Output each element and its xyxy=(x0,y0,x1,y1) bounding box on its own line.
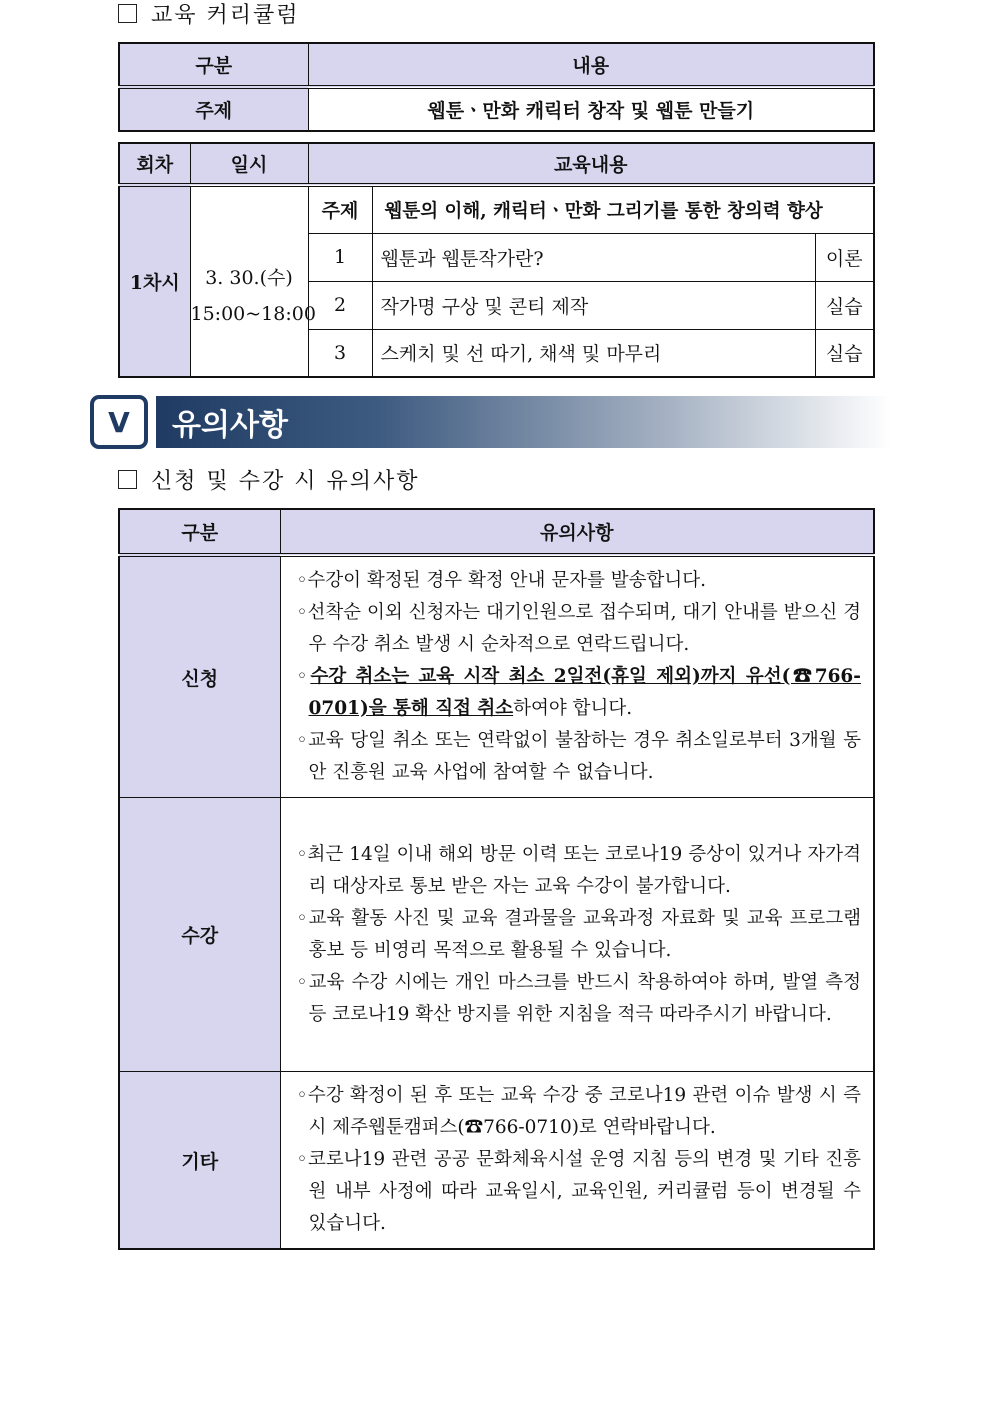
schedule-header-date: 일시 xyxy=(190,143,308,185)
schedule-header-session: 회차 xyxy=(119,143,190,185)
row-number: 3 xyxy=(308,329,372,377)
cancel-policy-emphasis: 수강 취소는 교육 시작 최소 2일전(휴일 제외)까지 유선(☎766-0701)을 통해 직접 취소 xyxy=(308,666,861,719)
list-item: ◦교육 수강 시에는 개인 마스크를 반드시 착용하여야 하며, 발열 측정 등 코로나19 확산 방지를 위한 지침을 적극 따라주시기 바랍니다. xyxy=(296,971,861,1025)
section-banner xyxy=(90,395,892,451)
bullet: ◦ xyxy=(296,666,311,687)
apply-label: 신청 xyxy=(119,555,280,798)
list-item: ◦수강 확정이 된 후 또는 교육 수강 중 코로나19 관련 이슈 발생 시 즉시 제주웹툰캠퍼스(☎766-0710)로 연락바랍니다. xyxy=(296,1085,861,1138)
schedule-header-content: 교육내용 xyxy=(308,143,874,185)
checkbox-square-icon xyxy=(118,470,137,489)
session-time: 15:00~18:00 xyxy=(190,302,316,325)
topic-label: 주제 xyxy=(119,87,308,131)
row-title: 웹툰과 웹툰작가란? xyxy=(372,233,815,281)
session-label: 1차시 xyxy=(119,185,190,377)
row-number: 1 xyxy=(308,233,372,281)
schedule-table xyxy=(118,142,875,378)
topic-table-header-category: 구분 xyxy=(119,43,308,87)
topic-table xyxy=(118,42,875,132)
etc-notes xyxy=(280,1072,874,1250)
list-item: ◦교육 당일 취소 또는 연락없이 불참하는 경우 취소일로부터 3개월 동안 진흥원 교육 사업에 참여할 수 없습니다. xyxy=(296,730,861,783)
section-number: V xyxy=(90,395,148,449)
schedule-topic-value: 웹툰의 이해, 캐릭터ㆍ만화 그리기를 통한 창의력 향상 xyxy=(372,185,874,233)
curriculum-heading-text: 교육 커리큘럼 xyxy=(151,2,300,28)
row-type: 실습 xyxy=(815,329,874,377)
notes-header-notes: 유의사항 xyxy=(280,509,874,555)
curriculum-heading xyxy=(118,0,300,26)
schedule-topic-label: 주제 xyxy=(308,185,372,233)
topic-value: 웹툰ㆍ만화 캐릭터 창작 및 웹툰 만들기 xyxy=(308,87,874,131)
row-number: 2 xyxy=(308,281,372,329)
row-title: 스케치 및 선 따기, 채색 및 마무리 xyxy=(372,329,815,377)
list-item: ◦교육 활동 사진 및 교육 결과물을 교육과정 자료화 및 교육 프로그램 홍보 등 비영리 목적으로 활용될 수 있습니다. xyxy=(296,907,861,961)
session-date: 3. 30.(수) xyxy=(205,266,293,289)
session-datetime xyxy=(190,185,316,377)
list-item: ◦수강이 확정된 경우 확정 안내 문자를 발송합니다. xyxy=(296,570,706,591)
topic-table-header-content: 내용 xyxy=(308,43,874,87)
notes-header-category: 구분 xyxy=(119,509,280,555)
attend-notes xyxy=(280,798,874,1072)
row-type: 실습 xyxy=(815,281,874,329)
section-title-bar xyxy=(156,396,892,448)
notes-table xyxy=(118,508,875,1250)
list-item: ◦최근 14일 이내 해외 방문 이력 또는 코로나19 증상이 있거나 자가격리 대상자로 통보 받은 자는 교육 수강이 불가합니다. xyxy=(296,843,861,897)
notes-heading xyxy=(118,466,420,492)
attend-label: 수강 xyxy=(119,798,280,1072)
notes-heading-text: 신청 및 수강 시 유의사항 xyxy=(151,468,420,494)
list-item xyxy=(289,661,862,725)
list-item: ◦선착순 이외 신청자는 대기인원으로 접수되며, 대기 안내를 받으신 경우 수강 취소 발생 시 순차적으로 연락드립니다. xyxy=(296,602,861,655)
apply-notes xyxy=(280,555,874,798)
checkbox-square-icon xyxy=(118,4,137,23)
list-item: ◦코로나19 관련 공공 문화체육시설 운영 지침 등의 변경 및 기타 진흥원 내부 사정에 따라 교육일시, 교육인원, 커리큘럼 등이 변경될 수 있습니다. xyxy=(296,1149,861,1234)
row-type: 이론 xyxy=(815,233,874,281)
section-title: 유의사항 xyxy=(172,408,288,443)
etc-label: 기타 xyxy=(119,1072,280,1250)
cancel-policy-tail: 하여야 합니다. xyxy=(513,698,633,719)
row-title: 작가명 구상 및 콘티 제작 xyxy=(372,281,815,329)
